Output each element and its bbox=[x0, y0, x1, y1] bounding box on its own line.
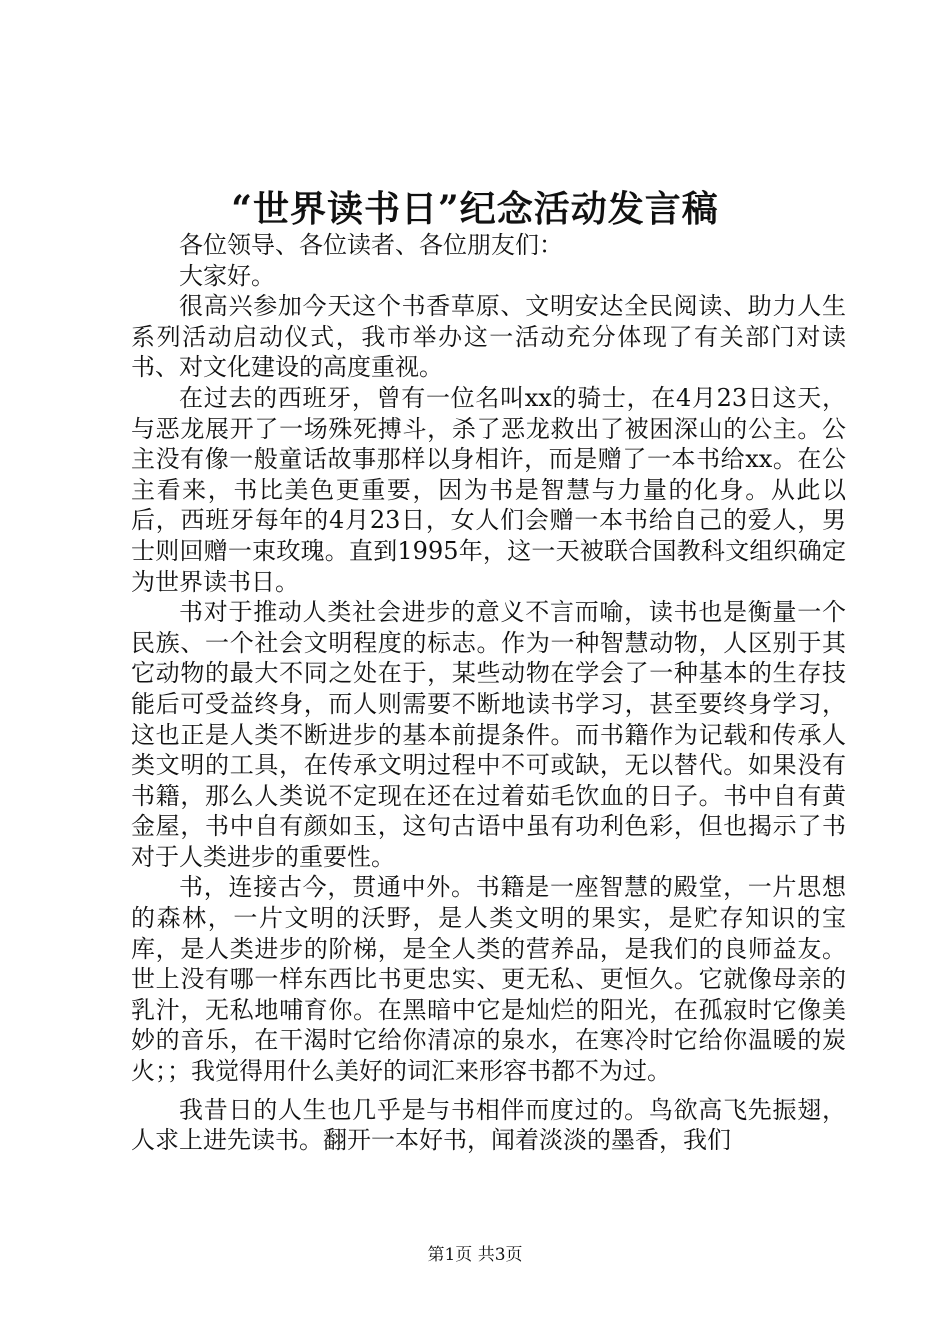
body-paragraph: 在过去的西班牙，曾有一位名叫xx的骑士，在4月23日这天，与恶龙展开了一场殊死搏斗，杀了恶龙救出了被困深山的公主。公主没有像一般童话故事那样以身相许，而是赠了一本书给xx。在公主看来，书比美色更重要，因为书是智慧与力量的化身。从此以后，西班牙每年的4月23日，女人们会赠一本书给自己的爱人，男士则回赠一束玫瑰。直到1995年，这一天被联合国教科文组织确定为世界读书日。 bbox=[131, 383, 846, 596]
body-paragraph: 很高兴参加今天这个书香草原、文明安达全民阅读、助力人生系列活动启动仪式，我市举办这一活动充分体现了有关部门对读书、对文化建设的高度重视。 bbox=[131, 292, 846, 382]
body-paragraph: 我昔日的人生也几乎是与书相伴而度过的。鸟欲高飞先振翅，人求上进先读书。翻开一本好书，闻着淡淡的墨香，我们 bbox=[131, 1095, 846, 1155]
document-body bbox=[131, 230, 846, 1156]
body-paragraph: 书，连接古今，贯通中外。书籍是一座智慧的殿堂，一片思想的森林，一片文明的沃野，是人类文明的果实，是贮存知识的宝库，是人类进步的阶梯，是全人类的营养品，是我们的良师益友。世上没有哪一样东西比书更忠实、更无私、更恒久。它就像母亲的乳汁，无私地哺育你。在黑暗中它是灿烂的阳光，在孤寂时它像美妙的音乐，在干渴时它给你清凉的泉水，在寒冷时它给你温暖的炭火；；我觉得用什么美好的词汇来形容书都不为过。 bbox=[131, 873, 846, 1086]
document-title: “世界读书日”纪念活动发言稿 bbox=[231, 188, 719, 230]
salutation-paragraph: 各位领导、各位读者、各位朋友们： bbox=[179, 231, 563, 259]
page-number-footer: 第1页 共3页 bbox=[427, 1245, 523, 1265]
body-paragraph: 书对于推动人类社会进步的意义不言而喻，读书也是衡量一个民族、一个社会文明程度的标志。作为一种智慧动物，人区别于其它动物的最大不同之处在于，某些动物在学会了一种基本的生存技能后可受益终身，而人则需要不断地读书学习，甚至要终身学习，这也正是人类不断进步的基本前提条件。而书籍作为记载和传承人类文明的工具，在传承文明过程中不可或缺，无以替代。如果没有书籍，那么人类说不定现在还在过着茹毛饮血的日子。书中自有黄金屋，书中自有颜如玉，这句古语中虽有功利色彩，但也揭示了书对于人类进步的重要性。 bbox=[131, 598, 846, 871]
greeting-paragraph: 大家好。 bbox=[179, 261, 275, 290]
